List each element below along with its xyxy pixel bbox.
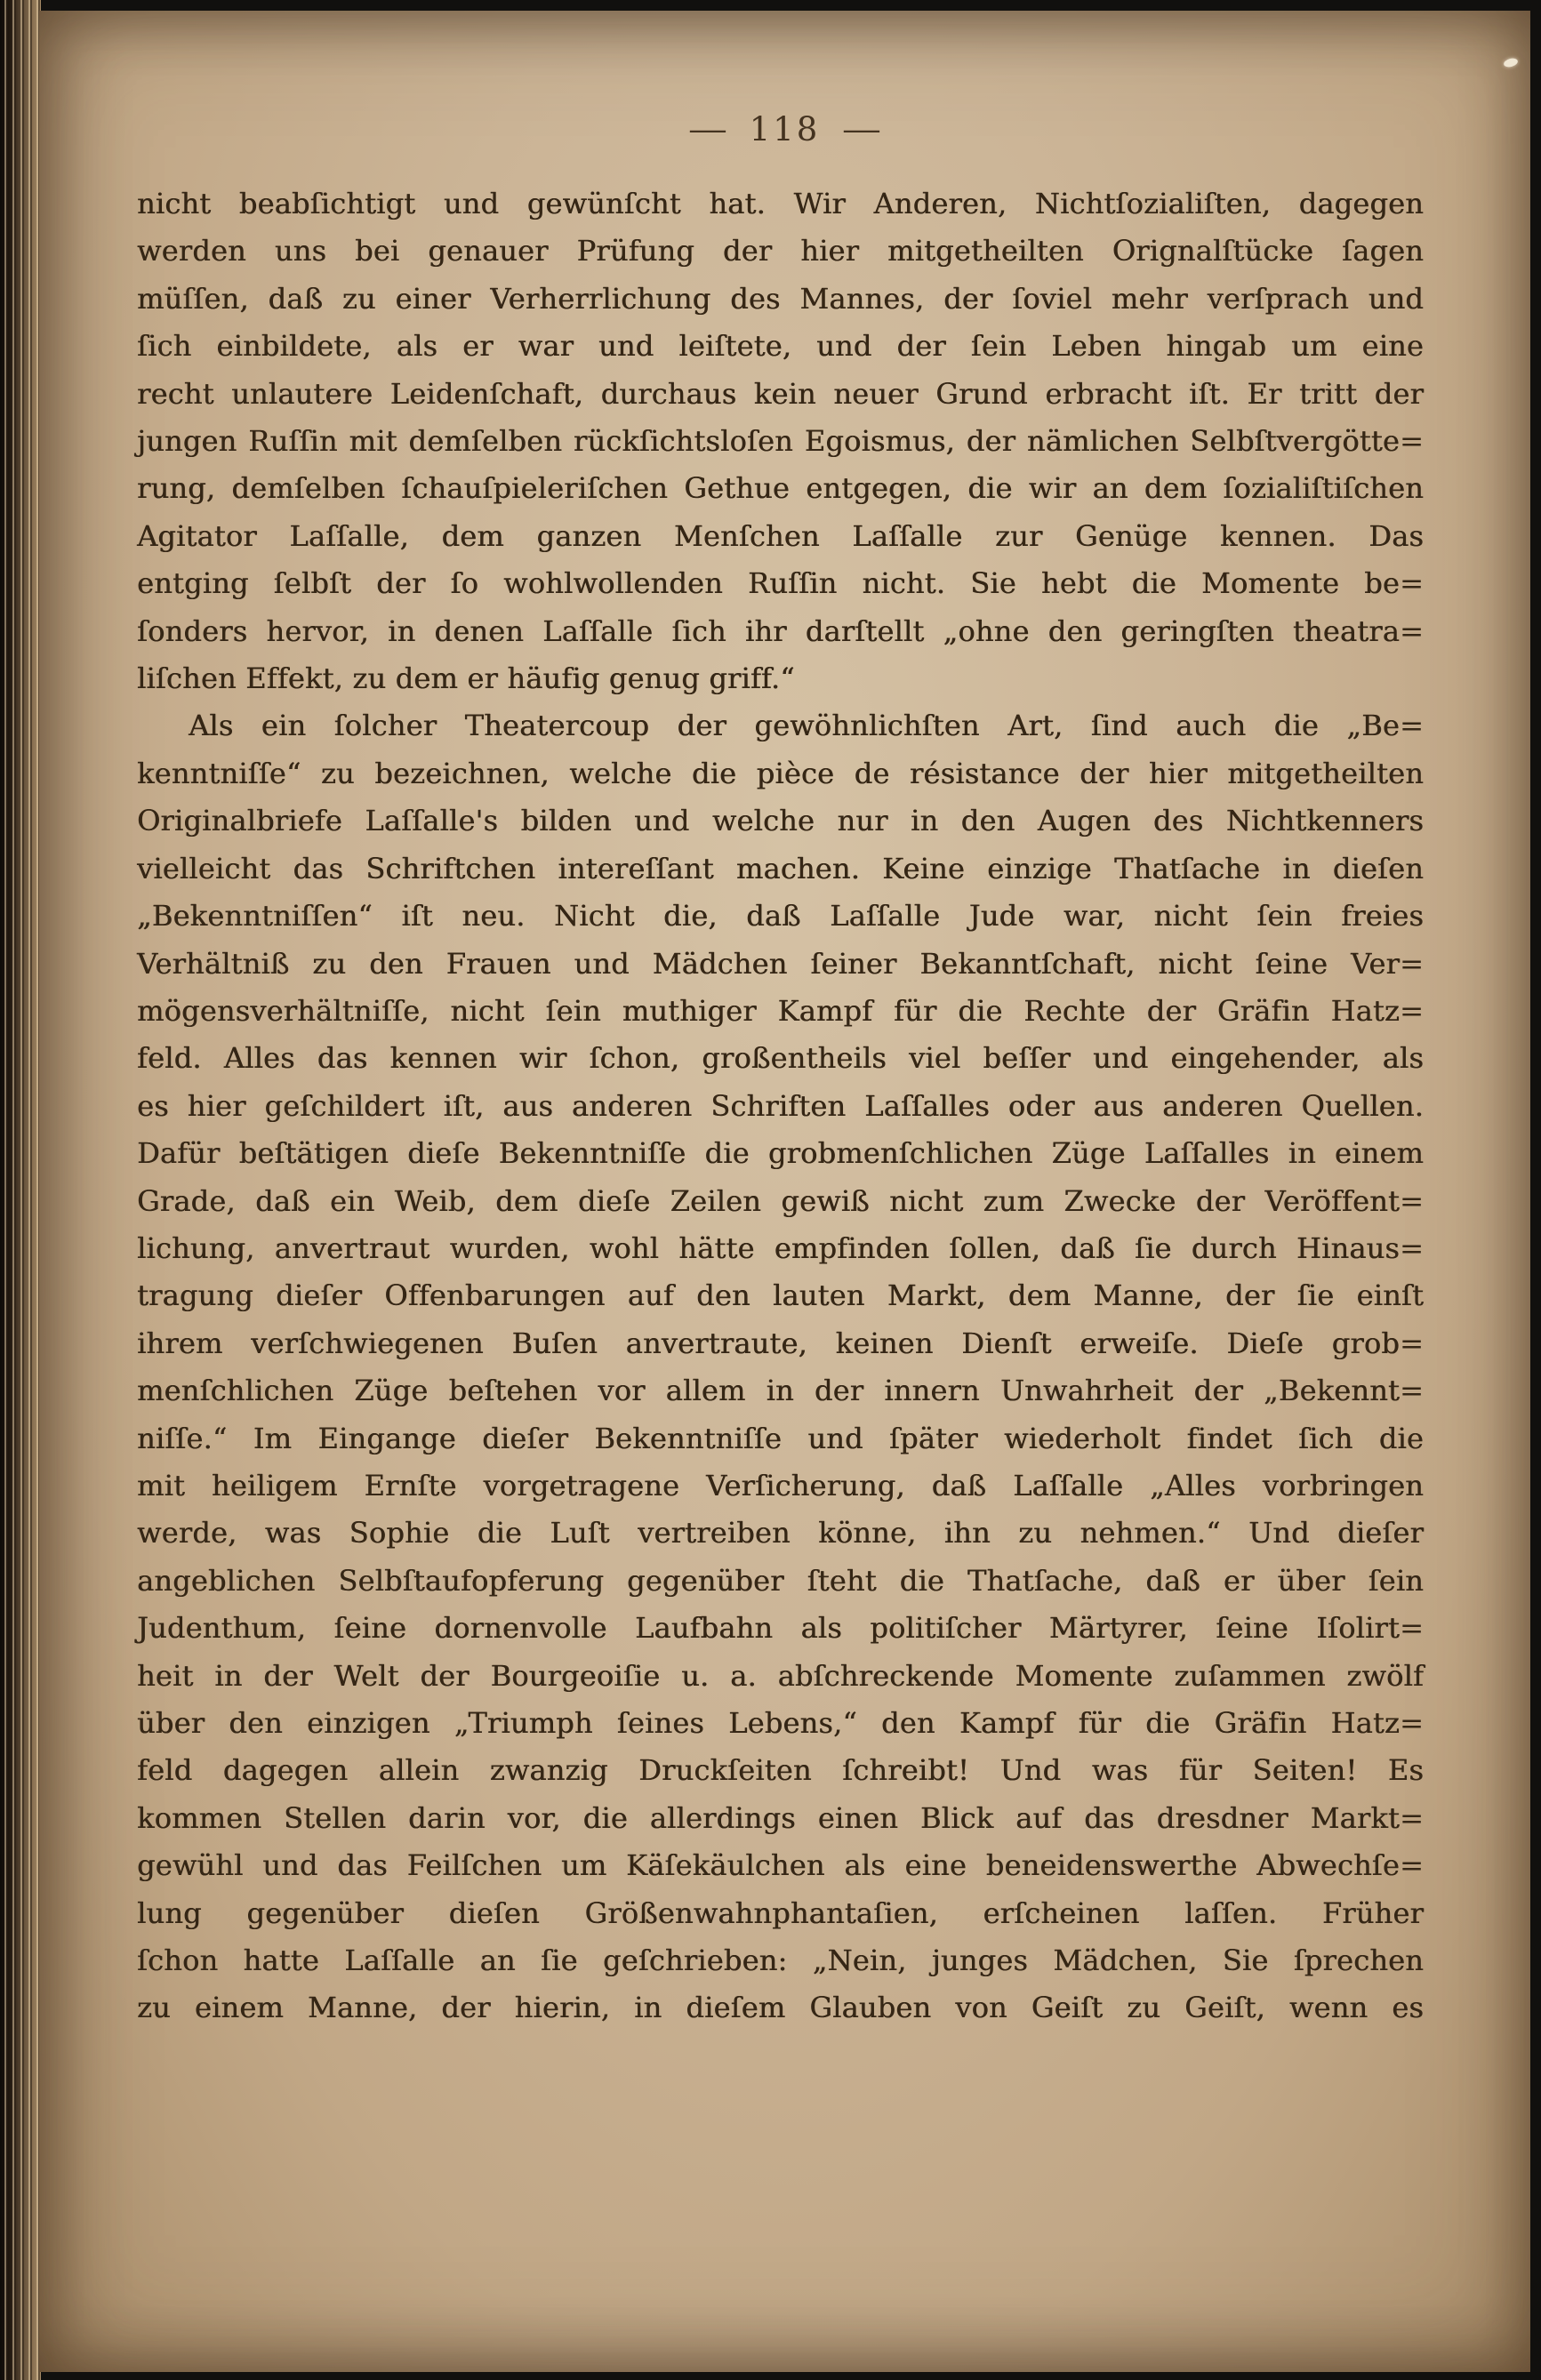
paragraph: [137, 702, 1424, 2031]
text-line: ſich einbildete, als er war und leiſtete, und der ſein Leben hingab um eine: [137, 329, 1424, 364]
text-line: über den einzigen „Triumph ſeines Lebens,“ den Kampf für die Gräfin Hatz=: [137, 1706, 1424, 1740]
text-line: feld dagegen allein zwanzig Druckſeiten ſchreibt! Und was für Seiten! Es: [137, 1753, 1424, 1788]
text-line: zu einem Manne, der hierin, in dieſem Glauben von Geiſt zu Geiſt, wenn es: [137, 1991, 1424, 2025]
text-line: liſchen Effekt, zu dem er häufig genug griff.“: [137, 661, 795, 696]
text-line: kommen Stellen darin vor, die allerdings einen Blick auf das dresdner Markt=: [137, 1800, 1424, 1835]
text-line: Judenthum, ſeine dornenvolle Laufbahn als politiſcher Märtyrer, ſeine Iſolirt=: [137, 1611, 1424, 1646]
text-line: Als ein ſolcher Theatercoup der gewöhnlichſten Art, ſind auch die „Be=: [189, 709, 1424, 743]
text-line: angeblichen Selbſtaufopferung gegenüber ſteht die Thatſache, daß er über ſein: [137, 1563, 1424, 1598]
book-page: [39, 11, 1530, 2372]
text-line: lung gegenüber dieſen Größenwahnphantaſien, erſcheinen laſſen. Früher: [137, 1895, 1424, 1930]
text-line: gewühl und das Feilſchen um Käſekäulchen als eine beneidenswerthe Abwechſe=: [137, 1848, 1424, 1883]
text-line: ſonders hervor, in denen Laſſalle ſich ihr darſtellt „ohne den geringſten theatra=: [137, 613, 1424, 648]
text-line: es hier geſchildert iſt, aus anderen Schriften Laſſalles oder aus anderen Quellen.: [137, 1088, 1424, 1123]
text-line: mit heiligem Ernſte vorgetragene Verſicherung, daß Laſſalle „Alles vorbringen: [137, 1468, 1424, 1503]
text-line: müſſen, daß zu einer Verherrlichung des Mannes, der ſoviel mehr verſprach und: [137, 281, 1424, 316]
text-line: werden uns bei genauer Prüfung der hier mitgetheilten Orignalſtücke ſagen: [137, 234, 1424, 268]
text-line: ihrem verſchwiegenen Buſen anvertraute, keinen Dienſt erweiſe. Dieſe grob=: [137, 1326, 1424, 1360]
text-line: ſchon hatte Laſſalle an ſie geſchrieben: „Nein, junges Mädchen, Sie ſprechen: [137, 1943, 1424, 1978]
text-line: heit in der Welt der Bourgeoiſie u. a. abſchreckende Momente zuſammen zwölf: [137, 1658, 1424, 1693]
text-line: menſchlichen Züge beſtehen vor allem in der innern Unwahrheit der „Bekennt=: [137, 1374, 1424, 1408]
text-line: nicht beabſichtigt und gewünſcht hat. Wir Anderen, Nichtſozialiſten, dagegen: [137, 187, 1424, 220]
text-line: niſſe.“ Im Eingange dieſer Bekenntniſſe und ſpäter wiederholt findet ſich die: [137, 1421, 1424, 1455]
text-line: entging ſelbſt der ſo wohlwollenden Ruſſin nicht. Sie hebt die Momente be=: [137, 566, 1424, 601]
page-number: 118: [749, 110, 821, 148]
text-line: rung, demſelben ſchauſpieleriſchen Gethue entgegen, die wir an dem ſozialiſtiſchen: [137, 471, 1424, 506]
header-dash-right: —: [842, 111, 882, 148]
text-line: Originalbriefe Laſſalle's bilden und welche nur in den Augen des Nichtkenners: [137, 804, 1424, 838]
text-line: recht unlautere Leidenſchaft, durchaus kein neuer Grund erbracht iſt. Er tritt der: [137, 376, 1424, 411]
text-line: jungen Ruſſin mit demſelben rückſichtsloſen Egoismus, der nämlichen Selbſtvergötte=: [137, 424, 1424, 459]
text-line: vielleicht das Schriftchen intereſſant machen. Keine einzige Thatſache in dieſen: [137, 851, 1424, 885]
header-dash-left: —: [687, 111, 727, 148]
text-line: Grade, daß ein Weib, dem dieſe Zeilen gewiß nicht zum Zwecke der Veröffent=: [137, 1183, 1424, 1218]
text-line: tragung dieſer Offenbarungen auf den lauten Markt, dem Manne, der ſie einſt: [137, 1278, 1424, 1313]
text-line: „Bekenntniſſen“ iſt neu. Nicht die, daß Laſſalle Jude war, nicht ſein freies: [137, 899, 1424, 934]
page-header: [39, 110, 1530, 148]
text-line: Verhältniß zu den Frauen und Mädchen ſeiner Bekanntſchaft, nicht ſeine Ver=: [137, 946, 1424, 981]
text-line: feld. Alles das kennen wir ſchon, großentheils viel beſſer und eingehender, als: [137, 1041, 1424, 1076]
text-line: werde, was Sophie die Luſt vertreiben könne, ihn zu nehmen.“ Und dieſer: [137, 1516, 1424, 1551]
text-line: kenntniſſe“ zu bezeichnen, welche die pièce de résistance der hier mitgetheilten: [137, 756, 1424, 790]
text-block: [39, 180, 1530, 2032]
paragraph: [137, 180, 1424, 702]
page-edge-stack: [0, 0, 41, 2380]
text-line: lichung, anvertraut wurden, wohl hätte empfinden ſollen, daß ſie durch Hinaus=: [137, 1230, 1424, 1265]
text-line: Dafür beſtätigen dieſe Bekenntniſſe die grobmenſchlichen Züge Laſſalles in einem: [137, 1136, 1424, 1171]
text-line: Agitator Laſſalle, dem ganzen Menſchen Laſſalle zur Genüge kennen. Das: [137, 518, 1424, 553]
text-line: mögensverhältniſſe, nicht ſein muthiger Kampf für die Rechte der Gräfin Hatz=: [137, 993, 1424, 1028]
